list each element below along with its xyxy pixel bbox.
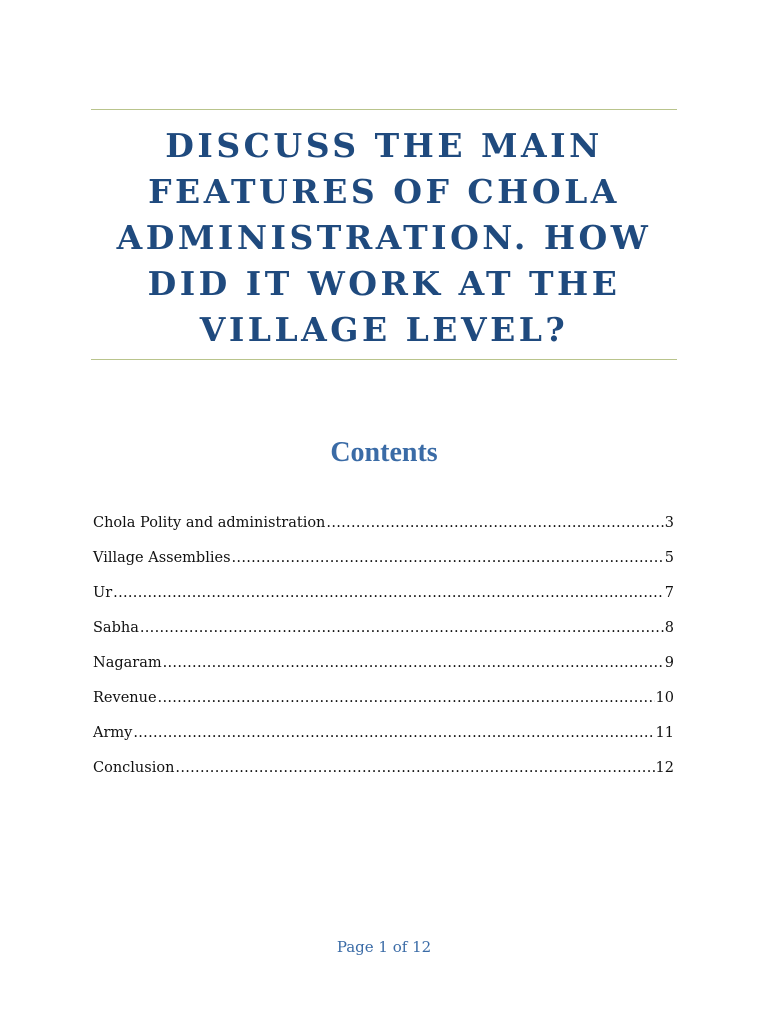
toc-entry-page: 11 bbox=[655, 725, 674, 741]
toc-entry-label: Chola Polity and administration bbox=[93, 515, 326, 531]
toc-dot-leader bbox=[175, 760, 654, 776]
toc-entry-label: Revenue bbox=[93, 690, 157, 706]
toc-entry-label: Ur bbox=[93, 585, 113, 601]
title-line: ADMINISTRATION. HOW bbox=[116, 218, 652, 257]
toc-entry-page: 8 bbox=[664, 620, 674, 636]
toc-entry[interactable] bbox=[93, 725, 674, 760]
toc-entry-page: 9 bbox=[664, 655, 674, 671]
toc-entry-page: 7 bbox=[664, 585, 674, 601]
toc-entry-label: Nagaram bbox=[93, 655, 162, 671]
toc-entry-label: Conclusion bbox=[93, 760, 175, 776]
toc-entry[interactable] bbox=[93, 515, 674, 550]
toc-dot-leader bbox=[133, 725, 654, 741]
toc-entry[interactable] bbox=[93, 655, 674, 690]
toc-entry-label: Army bbox=[93, 725, 133, 741]
page-footer: Page 1 of 12 bbox=[336, 938, 432, 956]
toc-entry[interactable] bbox=[93, 620, 674, 655]
title-line: FEATURES OF CHOLA bbox=[148, 172, 620, 211]
toc-dot-leader bbox=[232, 550, 664, 566]
toc-entry-page: 3 bbox=[664, 515, 674, 531]
toc-entry-label: Sabha bbox=[93, 620, 139, 636]
toc-entry[interactable] bbox=[93, 550, 674, 585]
toc-entry-page: 5 bbox=[664, 550, 674, 566]
toc-entry-label: Village Assemblies bbox=[93, 550, 231, 566]
title-bottom-rule bbox=[91, 359, 677, 360]
title-line: VILLAGE LEVEL? bbox=[199, 310, 569, 349]
toc-dot-leader bbox=[140, 620, 664, 636]
toc-entry[interactable] bbox=[93, 690, 674, 725]
toc-entry[interactable] bbox=[93, 585, 674, 620]
toc-dot-leader bbox=[158, 690, 655, 706]
toc-dot-leader bbox=[113, 585, 664, 601]
title-line: DISCUSS THE MAIN bbox=[165, 126, 603, 165]
contents-heading: Contents bbox=[330, 437, 438, 468]
toc-dot-leader bbox=[326, 515, 663, 531]
toc-entry-page: 12 bbox=[655, 760, 674, 776]
table-of-contents bbox=[93, 515, 674, 795]
toc-dot-leader bbox=[163, 655, 664, 671]
toc-entry-page: 10 bbox=[655, 690, 674, 706]
toc-entry[interactable] bbox=[93, 760, 674, 795]
document-title bbox=[91, 123, 677, 353]
title-line: DID IT WORK AT THE bbox=[147, 264, 621, 303]
title-top-rule bbox=[91, 109, 677, 110]
